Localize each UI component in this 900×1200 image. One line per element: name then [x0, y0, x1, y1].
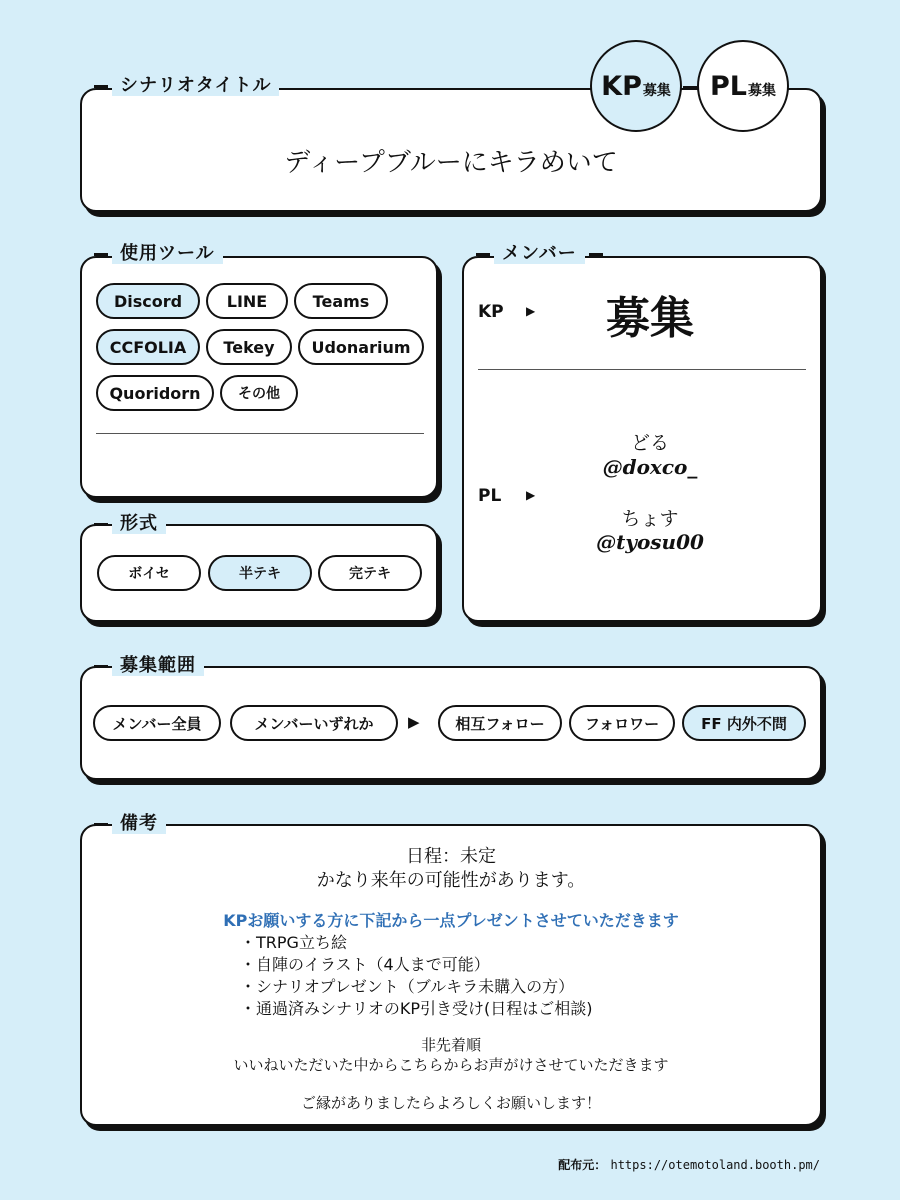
pl-member-name: どる — [630, 432, 669, 454]
notes-bullet: ・シナリオプレゼント（ブルキラ未購入の方） — [240, 977, 575, 996]
notes-section-label: 備考 — [112, 814, 166, 834]
notes-contact: いいねいただいた中からこちらからお声がけさせていただきます — [233, 1056, 669, 1074]
tool-pill: Discord — [96, 283, 200, 319]
pl-recruit-small: 募集 — [748, 83, 776, 99]
format-pill: 完テキ — [318, 555, 422, 591]
recruit-range-section-label: 募集範囲 — [112, 656, 204, 676]
range-pill: フォロワー — [569, 705, 675, 741]
notes-schedule-detail: かなり来年の可能性があります。 — [316, 870, 586, 891]
kp-row-arrow: ▶ — [526, 304, 536, 318]
range-arrow: ▶ — [408, 713, 420, 731]
credit-url[interactable]: https://otemotoland.booth.pm/ — [610, 1158, 820, 1172]
notes-present-highlight: KPお願いする方に下記から一点プレゼントさせていただきます — [223, 911, 679, 930]
notes-bullet: ・自陣のイラスト（4人まで可能） — [240, 955, 490, 974]
range-pill: メンバー全員 — [93, 705, 221, 741]
tools-section-label: 使用ツール — [112, 244, 223, 264]
range-pill: FF 内外不問 — [682, 705, 806, 741]
range-pill: メンバーいずれか — [230, 705, 398, 741]
notes-closing: ご縁がありましたらよろしくお願いします！ — [300, 1094, 601, 1112]
members-divider — [478, 369, 806, 370]
pl-recruit-big: PL — [710, 70, 747, 102]
kp-row-label: KP — [478, 302, 504, 322]
notes-bullet: ・TRPG立ち絵 — [240, 933, 347, 952]
notes-bullet: ・通過済みシナリオのKP引き受け(日程はご相談) — [240, 999, 593, 1018]
pl-row-arrow: ▶ — [526, 488, 536, 502]
format-pill: ボイセ — [97, 555, 201, 591]
tool-pill: Quoridorn — [96, 375, 214, 411]
kp-member-value: 募集 — [606, 293, 694, 344]
pl-member-name: ちょす — [621, 508, 679, 530]
pl-member-handle: @doxco_ — [602, 455, 698, 479]
pl-recruit-badge — [697, 40, 789, 132]
tool-pill: Udonarium — [298, 329, 424, 365]
range-pill: 相互フォロー — [438, 705, 562, 741]
notes-schedule: 日程：未定 — [406, 846, 496, 867]
format-pill: 半テキ — [208, 555, 312, 591]
credit-line — [558, 1156, 820, 1173]
format-section-label: 形式 — [112, 514, 166, 534]
members-section-label: メンバー — [494, 244, 585, 264]
tool-pill: Tekey — [206, 329, 292, 365]
tool-pill: CCFOLIA — [96, 329, 200, 365]
scenario-section-label: シナリオタイトル — [112, 76, 279, 96]
kp-recruit-big: KP — [601, 70, 642, 102]
kp-recruit-small: 募集 — [642, 83, 671, 99]
scenario-title: ディープブルーにキラめいて — [284, 148, 618, 178]
notes-order: 非先着順 — [420, 1036, 481, 1054]
tool-pill: Teams — [294, 283, 388, 319]
tool-pill: その他 — [220, 375, 298, 411]
tools-divider — [96, 433, 424, 434]
pl-member-handle: @tyosu00 — [596, 530, 704, 554]
tool-pill: LINE — [206, 283, 288, 319]
credit-label: 配布元： — [558, 1158, 607, 1172]
pl-row-label: PL — [478, 486, 502, 506]
kp-recruit-badge — [590, 40, 682, 132]
